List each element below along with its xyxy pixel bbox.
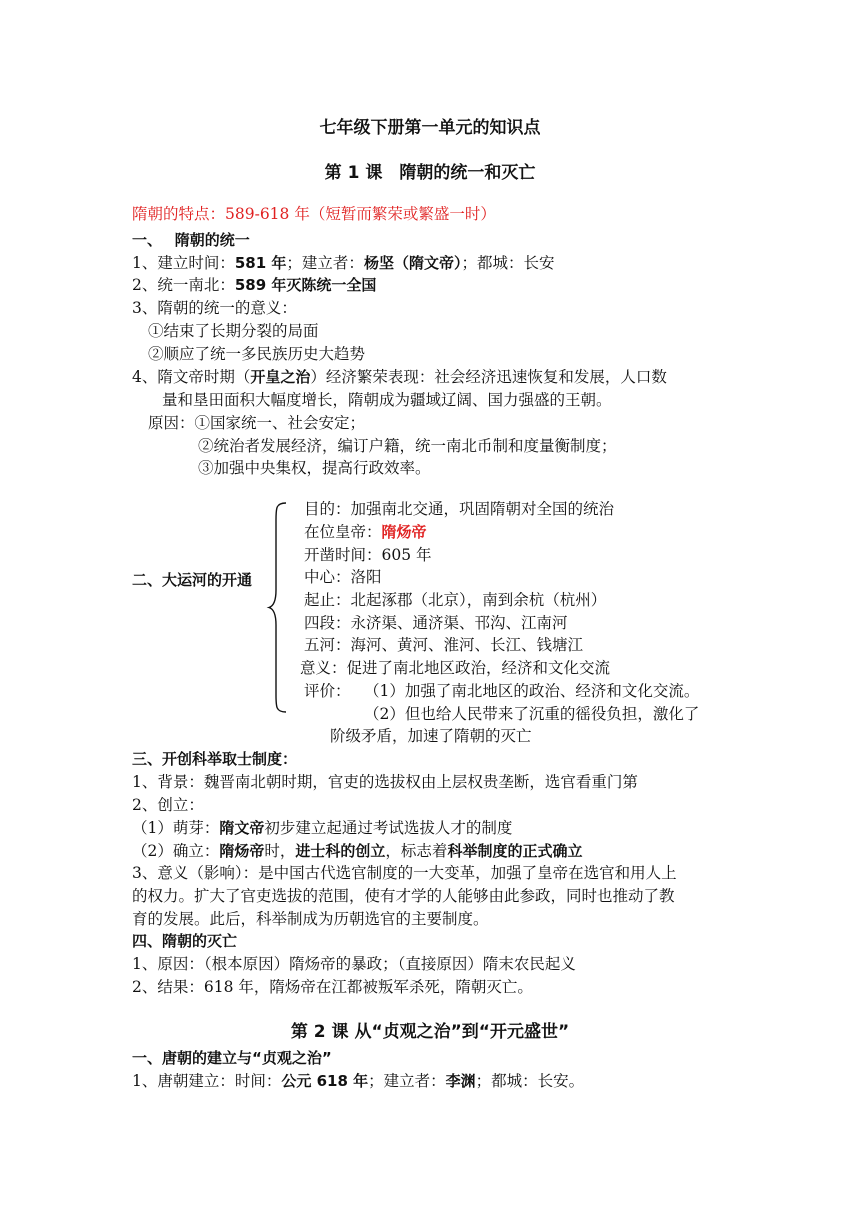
exam-background: 1、背景：魏晋南北朝时期，官吏的选拔权由上层权贵垄断，选官看重门第 — [132, 773, 638, 791]
fall-cause: 1、原因：（根本原因）隋炀帝的暴政；（直接原因）隋末农民起义 — [132, 955, 576, 973]
bold-text: 589 年灭陈统一全国 — [234, 276, 377, 294]
reason-2: ②统治者发展经济，编订户籍，统一南北币制和度量衡制度； — [198, 437, 617, 455]
canal-ends: 起止：北起涿郡（北京），南到余杭（杭州） — [304, 591, 607, 609]
reason-3: ③加强中央集权，提高行政效率。 — [198, 459, 431, 477]
section-sui-unification: 一、 隋朝的统一 — [132, 231, 250, 249]
bold-text: 科举制度的正式确立 — [447, 842, 583, 860]
bold-text: 李渊 — [445, 1072, 476, 1090]
text: 1、唐朝建立：时间： — [132, 1072, 282, 1090]
canal-eval-2-cont: 阶级矛盾，加速了隋朝的灭亡 — [330, 727, 532, 745]
canal-rivers: 五河：海河、黄河、淮河、长江、钱塘江 — [304, 636, 584, 654]
bold-text: 开皇之治 — [250, 368, 311, 386]
curly-brace — [266, 500, 290, 715]
text: ）经济繁荣表现：社会经济迅速恢复和发展，人口数 — [310, 368, 667, 386]
bold-text: 杨坚（隋文帝） — [363, 254, 462, 272]
text: 初步建立起通过考试选拔人才的制度 — [264, 819, 513, 837]
bold-text: 进士科的创立 — [295, 842, 386, 860]
text: （1）萌芽： — [132, 819, 220, 837]
exam-significance-2: 的权力。扩大了官吏选拔的范围，使有才学的人能够由此参政，同时也推动了教 — [132, 887, 675, 905]
point-kaihuang — [132, 366, 667, 388]
sui-characteristics: 隋朝的特点：589-618 年（短暂而繁荣或繁盛一时） — [132, 205, 496, 223]
lesson2-heading: 第 2 课 从“贞观之治”到“开元盛世” — [290, 1022, 570, 1042]
canal-eval-2: （2）但也给人民带来了沉重的徭役负担，激化了 — [364, 705, 700, 723]
canal-eval-1: （1）加强了南北地区的政治、经济和文化交流。 — [364, 682, 700, 700]
canal-emperor — [304, 521, 427, 543]
text: ；建立者： — [286, 254, 364, 272]
exam-sprout — [132, 817, 512, 839]
page-title: 七年级下册第一单元的知识点 — [319, 118, 541, 138]
text: 2、统一南北： — [132, 276, 235, 294]
bold-text: 隋炀帝 — [219, 842, 265, 860]
reason-1: 原因：①国家统一、社会安定； — [148, 414, 366, 432]
lesson1-heading: 第 1 课 隋朝的统一和灭亡 — [324, 163, 536, 183]
text: ；建立者： — [368, 1072, 446, 1090]
bold-text: 隋文帝 — [219, 819, 265, 837]
bold-text: 581 年 — [234, 254, 287, 272]
section-sui-fall: 四、隋朝的灭亡 — [132, 932, 238, 950]
exam-significance-1: 3、意义（影响）：是中国古代选官制度的一大变革，加强了皇帝在选官和用人上 — [132, 864, 677, 882]
text: 时， — [264, 842, 296, 860]
text: ，标志着 — [385, 842, 448, 860]
fall-result: 2、结果：618 年，隋炀帝在江都被叛军杀死，隋朝灭亡。 — [132, 978, 533, 996]
section-grand-canal: 二、大运河的开通 — [132, 571, 253, 589]
exam-significance-3: 育的发展。此后，科举制成为历朝选官的主要制度。 — [132, 910, 489, 928]
section-tang-founding: 一、唐朝的建立与“贞观之治” — [132, 1049, 332, 1067]
section-imperial-exam: 三、开创科举取士制度： — [132, 750, 298, 768]
text: 4、隋文帝时期（ — [132, 368, 251, 386]
canal-purpose: 目的：加强南北交通，巩固隋朝对全国的统治 — [304, 500, 615, 518]
canal-sections: 四段：永济渠、通济渠、邗沟、江南河 — [304, 614, 568, 632]
text: ；都城：长安 — [461, 254, 555, 272]
exam-establish — [132, 840, 582, 862]
text: 在位皇帝： — [304, 523, 382, 541]
point-kaihuang-cont: 量和垦田面积大幅度增长，隋朝成为疆域辽阔、国力强盛的王朝。 — [162, 391, 612, 409]
emperor-name: 隋炀帝 — [381, 523, 427, 541]
point-significance: 3、隋朝的统一的意义： — [132, 299, 297, 317]
canal-eval-label: 评价： — [304, 682, 351, 700]
canal-meaning: 意义：促进了南北地区政治，经济和文化交流 — [300, 659, 611, 677]
text: （2）确立： — [132, 842, 220, 860]
exam-creation: 2、创立： — [132, 796, 204, 814]
bold-text: 公元 618 年 — [281, 1072, 369, 1090]
tang-founding — [132, 1070, 584, 1092]
point-unify — [132, 274, 376, 296]
canal-start-time: 开凿时间：605 年 — [304, 546, 432, 564]
text: ；都城：长安。 — [475, 1072, 585, 1090]
significance-item-2: ②顺应了统一多民族历史大趋势 — [148, 345, 366, 363]
point-founding — [132, 252, 554, 274]
canal-center: 中心：洛阳 — [304, 568, 382, 586]
text: 1、建立时间： — [132, 254, 235, 272]
significance-item-1: ①结束了长期分裂的局面 — [148, 322, 319, 340]
